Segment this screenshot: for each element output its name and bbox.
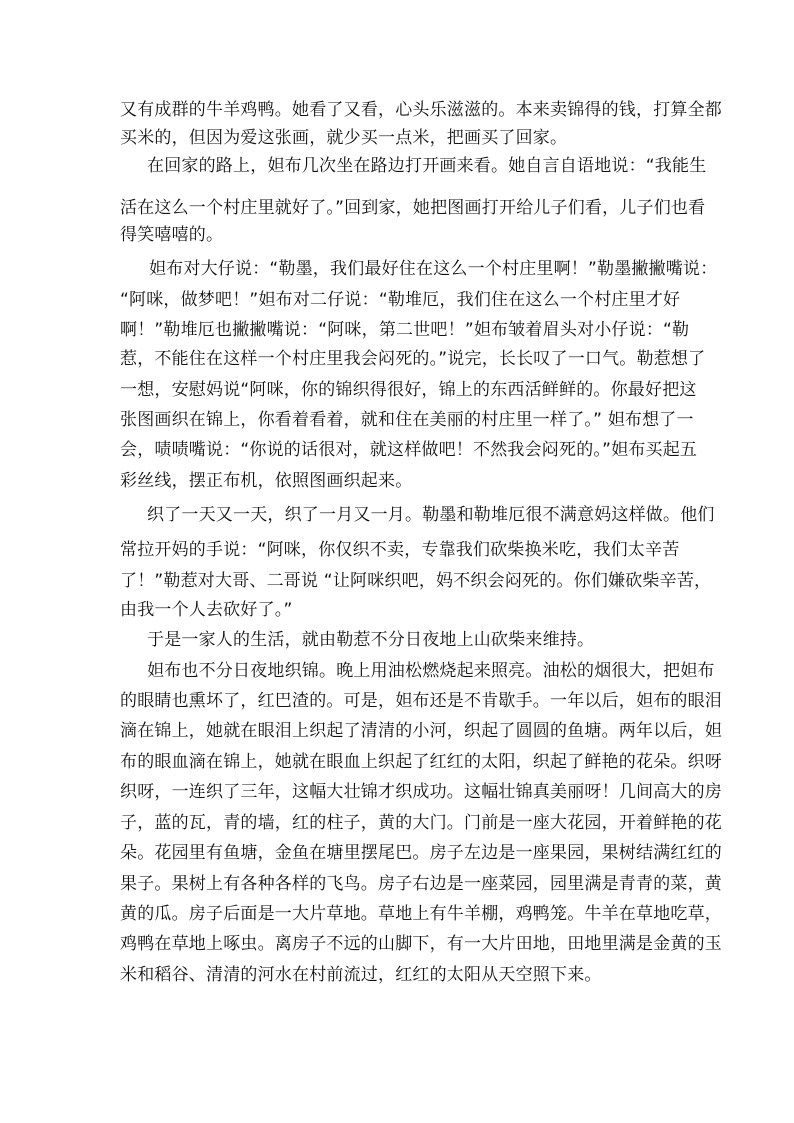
text-line: 在回家的路上，妲布几次坐在路边打开画来看。她自言自语地说：“我能生 — [147, 156, 707, 176]
text-line: 织了一天又一天，织了一月又一月。勒墨和勒堆厄很不满意妈这样做。他们 — [147, 505, 715, 525]
text-line: 滴在锦上，她就在眼泪上织起了清清的小河，织起了圆圆的鱼塘。两年以后，妲 — [120, 721, 722, 741]
text-line: 了！”勒惹对大哥、二哥说 “让阿咪织吧，妈不织会闷死的。你们嫌砍柴辛苦， — [120, 571, 712, 591]
text-line: 妲布对大仔说：“勒墨，我们最好住在这么一个村庄里啊！”勒墨撇撇嘴说： — [149, 259, 718, 279]
text-line: 子，蓝的瓦，青的墙，红的柱子，黄的大门。门前是一座大花园，开着鲜艳的花 — [120, 813, 722, 833]
text-line: 买米的，但因为爱这张画，就少买一点米，把画买了回家。 — [120, 128, 568, 148]
text-line: 果子。果树上有各种各样的飞鸟。房子右边是一座菜园，园里满是青青的菜，黄 — [120, 874, 722, 894]
text-line: “阿咪，做梦吧！”妲布对二仔说：“勒堆厄，我们住在这么一个村庄里才好 — [120, 290, 681, 310]
text-line: 彩丝线，摆正布机，依照图画织起来。 — [120, 471, 413, 491]
text-line: 米和稻谷、清清的河水在村前流过，红红的太阳从天空照下来。 — [120, 965, 602, 985]
text-line: 鸡鸭在草地上啄虫。离房子不远的山脚下，有一大片田地，田地里满是金黄的玉 — [120, 934, 722, 954]
text-line: 啊！”勒堆厄也撇撇嘴说：“阿咪，第二世吧！”妲布皱着眉头对小仔说：“勒 — [120, 320, 690, 340]
text-line: 黄的瓜。房子后面是一大片草地。草地上有牛羊棚，鸡鸭笼。牛羊在草地吃草， — [120, 904, 722, 924]
text-line: 织呀，一连织了三年，这幅大壮锦才织成功。这幅壮锦真美丽呀！几间高大的房 — [120, 782, 722, 802]
text-line: 妲布也不分日夜地织锦。晚上用油松燃烧起来照亮。油松的烟很大，把妲布 — [147, 661, 715, 681]
text-line: 于是一家人的生活，就由勒惹不分日夜地上山砍柴来维持。 — [147, 630, 595, 650]
text-line: 的眼睛也熏坏了，红巴渣的。可是，妲布还是不肯歇手。一年以后，妲布的眼泪 — [120, 691, 722, 711]
text-line: 朵。花园里有鱼塘，金鱼在塘里摆尾巴。房子左边是一座果园，果树结满红红的 — [120, 843, 722, 863]
text-line: 张图画织在锦上，你看着看着，就和住在美丽的村庄里一样了。” 妲布想了一 — [120, 410, 694, 430]
text-line: 得笑嘻嘻的。 — [120, 225, 224, 245]
text-line: 由我一个人去砍好了。” — [120, 600, 293, 620]
text-line: 活在这么一个村庄里就好了。”回到家，她把图画打开给儿子们看，儿子们也看 — [120, 198, 706, 218]
text-line: 惹，不能住在这样一个村庄里我会闷死的。”说完，长长叹了一口气。勒惹想了 — [120, 349, 706, 369]
text-line: 会，啧啧嘴说：“你说的话很对，就这样做吧！不然我会闷死的。”妲布买起五 — [120, 440, 698, 460]
text-line: 又有成群的牛羊鸡鸭。她看了又看，心头乐滋滋的。本来卖锦得的钱，打算全都 — [120, 100, 722, 120]
text-line: 常拉开妈的手说：“阿咪，你仅织不卖，专靠我们砍柴换米吃，我们太辛苦 — [120, 540, 680, 560]
text-line: 布的眼血滴在锦上，她就在眼血上织起了红红的太阳，织起了鲜艳的花朵。织呀 — [120, 752, 722, 772]
text-line: 一想，安慰妈说“阿咪，你的锦织得很好，锦上的东西活鲜鲜的。你最好把这 — [120, 380, 697, 400]
